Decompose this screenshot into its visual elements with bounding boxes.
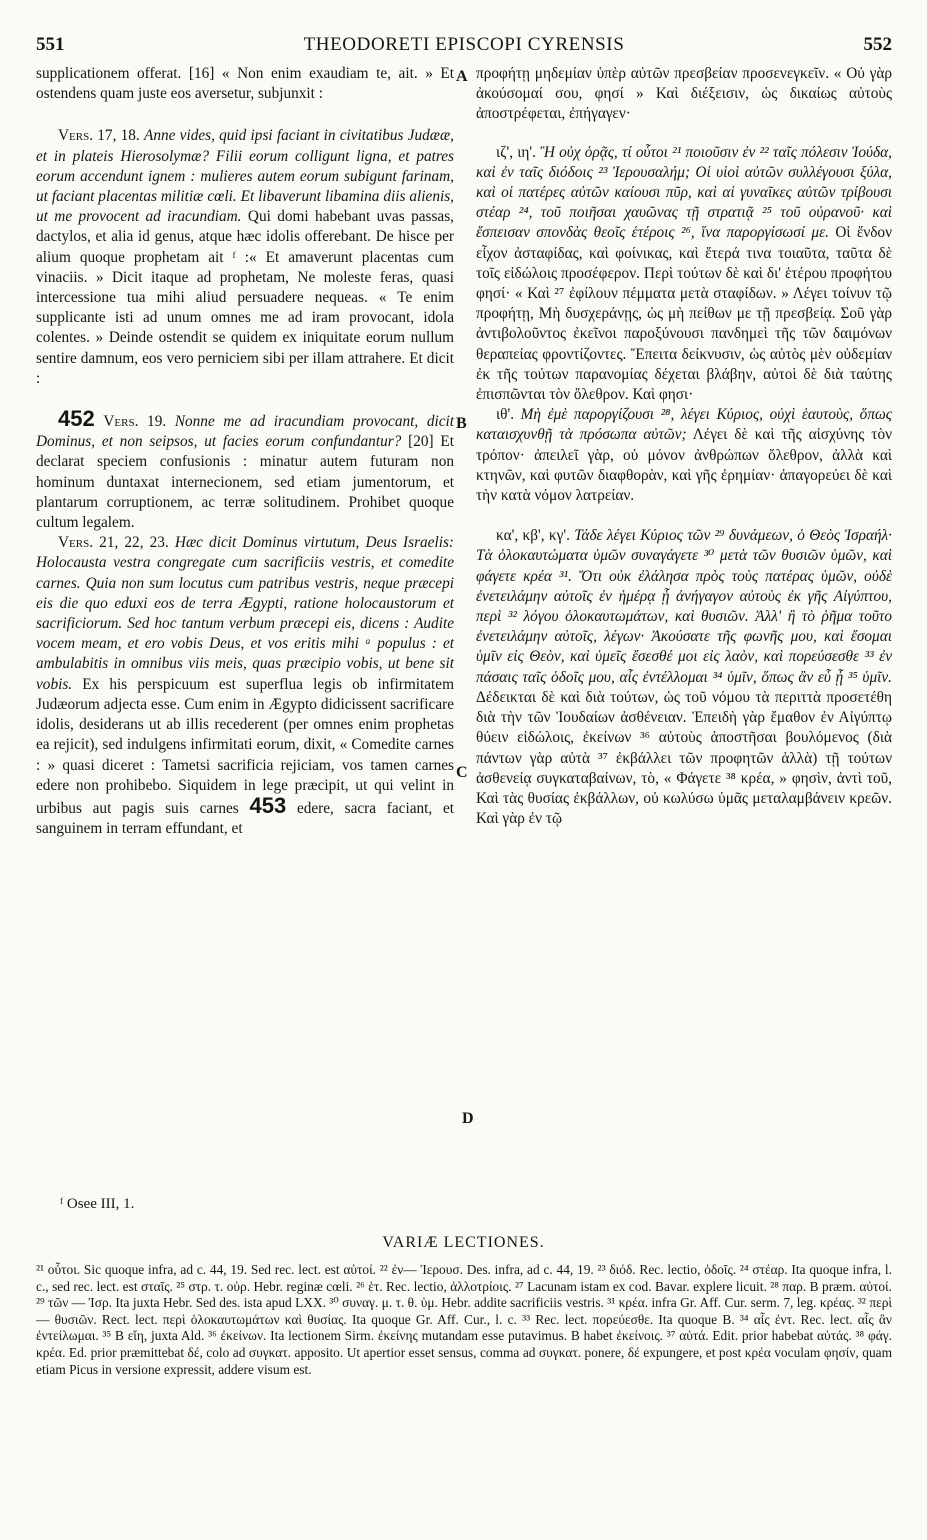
scripture-quote: Anne vides, quid ipsi faciant in civitatibus Judææ, et in plateis Hierosolymæ? Filii eorum colligunt ligna, et patres eorum accendunt ignem : mulieres autem eorum subigunt farinam, ut faciant placentas militiæ cœli. Et libaverunt libamina diis alienis, ut me provocent ad iracundiam. (36, 127, 454, 226)
page-number-right: 552 (863, 34, 892, 55)
footnote: ᶠ Osee III, 1. (60, 1196, 135, 1212)
greek-column (476, 64, 892, 829)
greek-verse-17-18 (476, 143, 892, 406)
latin-column (36, 64, 454, 839)
margin-marker-c: C (456, 764, 468, 781)
variae-lectiones-title: VARIÆ LECTIONES. (382, 1234, 545, 1251)
page-number-left: 551 (36, 34, 65, 55)
latin-verse-19 (36, 406, 455, 533)
margin-marker-a: A (456, 68, 468, 85)
verse-numbers: 17, 18. (97, 127, 140, 145)
verse-numbers: ιζ', ιη'. (496, 143, 536, 161)
verse-label: Vers. (58, 127, 94, 145)
latin-paragraph-intro: supplicationem offerat. [16] « Non enim exaudiam te, ait. » Et ostendens quam juste eos aversetur, subjunxit : (36, 65, 454, 103)
commentary-text-cont: edere, sacra faciant, et sanguinem in terram effundant, et (36, 799, 454, 838)
latin-verse-17-18 (36, 126, 454, 389)
greek-verse-21-23 (476, 526, 892, 829)
running-header (36, 34, 892, 60)
commentary-text: Qui domi habebant uvas passas, dactylos, et alia id genus, atque hæc idolis offerebant. De hisce per alium quoque prophetam ait ᶠ :« Et amaverunt placentas cum vinaciis. » Dicit itaque ad prophetam, Ne moleste feras, quasi intercessione tua mihi aliud persuadere nequeas. « Te enim supplicante isti ad unum omnes me ad iram provocant, idola colentes. » Deinde ostendit se quidem ex iniquitate eorum nullum sentire damnum, eos vero perniciem sibi per illam attrahere. Et dicit : (36, 208, 454, 387)
verse-label: Vers. (58, 534, 94, 552)
verse-numbers: 19. (147, 413, 167, 431)
commentary-text: [20] Et declarat speciem confusionis : minatur autem futuram non hominum duntaxat internecionem, sed etiam jumentorum, et plantarum corruptionem, ac terræ solitudinem. Prohibet quoque cultum legalem. (36, 433, 454, 532)
greek-paragraph-intro: προφήτῃ μηδεμίαν ὑπὲρ αὐτῶν πρεσβείαν προσενεγκεῖν. « Οὐ γὰρ ἀκούσομαί σου, φησί » Καὶ διέξεισιν, ὡς δικαίως αὐτοὺς ἀποστρέφεται, ἐπήγαγεν· (476, 65, 892, 123)
verse-numbers: κα', κβ', κγ'. (496, 527, 570, 545)
commentary-text: Λέγει δὲ καὶ τῆς αἰσχύνης τὸν τρόπον· ἀπειλεῖ γὰρ, οὐ μόνον ἀνθρώπων ὄλεθρον, ἀλλὰ καὶ κτηνῶν, καὶ φυτῶν διαφθορὰν, καὶ γῆς ἐρημίαν· ἀπαγορεύει δὲ καὶ τὴν κατὰ νόμον λατρείαν. (476, 426, 893, 505)
greek-verse-19 (476, 405, 892, 506)
variae-lectiones-text: ²¹ οὗτοι. Sic quoque infra, ad c. 44, 19. Sed rec. lect. est αὐτοί. ²² ἐν— Ἱερουσ. Des. infra, ad c. 44, 19. ²³ διόδ. Rec. lectio, ὁδοῖς. ²⁴ στέαρ. Ita quoque infra, l. c., sed rec. lect. est σταῖς. ²⁵ στρ. τ. οὐρ. Hebr. reginæ cœli. ²⁶ ἑτ. Rec. lectio, ἀλλοτρίοις. ²⁷ Lacunam istam ex cod. Bavar. explere licuit. ²⁸ παρ. B præm. αὐτοί. ²⁹ τῶν — Ἰσρ. Ita juxta Hebr. Sed des. ista apud LXX. ³⁰ συναγ. μ. τ. θ. ὑμ. Hebr. addite sacrificiis vestris. ³¹ κρέα. infra Gr. Aff. Cur. serm. 7, leg. κρέας. ³² περὶ — θυσιῶν. Rect. lect. περὶ ὁλοκαυτωμάτων καὶ θυσίας. Ita quoque Gr. Aff. Cur., l. c. ³³ Rec. lect. πορεύεσθε. Ita quoque B. ³⁴ αἷς ἐντ. Rec. lect. αἷς ἂν ἐντείλωμαι. ³⁵ B εἴη, juxta Ald. ³⁶ ἐκείνων. Ita lectionem Sirm. ἐκείνης mutandam esse putavimus. B habet ἐκείνοις. ³⁷ αὐτά. Edit. prior habebat αὐτάς. ³⁸ φάγ. κρέα. Ed. prior præmittebat δέ, colo ad συγκατ. apposito. Ut apertior esset sensus, comma ad συγκατ. ponere, δέ expungere, et post κρέα voculam φησίν, quam etiam Picus in versione expressit, addere visum est. (36, 1262, 892, 1377)
scripture-quote: Nonne me ad iracundiam provocant, dicit Dominus, et non seipsos, ut facies eorum confundantur? (36, 413, 455, 451)
running-title: THEODORETI EPISCOPI CYRENSIS (303, 34, 625, 55)
commentary-text: Οἱ ἔνδον εἶχον ἀσταφίδας, καὶ φοίνικας, καὶ ἕτερά τινα τοιαῦτα, ταῦτα δὲ τοῖς εἰδώλοις προσέφερον. Περὶ τούτων δὲ καὶ δι' ἑτέρου προφήτου φησί· « Καὶ ²⁷ ἐφίλουν πέμματα μετὰ σταφίδων. » Λέγει τοίνυν τῷ προφήτῃ, Μὴ δυσχεράνῃς, ὡς μὴ πείθων με τῇ πρεσβείᾳ. Σοῦ γὰρ ἀντιβολοῦντος ἐκεῖνοι παροξύνουσι πανδημεὶ τῆς τῶν δαιμόνων θεραπείας φροντίζοντες. Ἔπειτα δείκνυσιν, ὡς αὐτὸς μὲν οὐδεμίαν ἐκ τῆς τούτων παρανομίας δέχεται βλάβην, αὐτοὶ δὲ διὰ ταύτης ἐπισπῶνται τὸν ὄλεθρον. Καὶ φησι· (476, 224, 893, 404)
verse-label: Vers. (103, 413, 139, 431)
original-page-number: 452 (58, 406, 95, 432)
commentary-text: Δέδεικται δὲ καὶ διὰ τούτων, ὡς τοῦ νόμου τὰ περιττὰ προσετέθη διὰ τὴν τῶν Ἰουδαίων ἀσθένειαν. Ἐπειδὴ γὰρ ἔμαθον ἐν Αἰγύπτῳ θύειν εἰδώλοις, ἐκείνων ³⁶ αὐτοὺς ἀποστῆσαι βουλόμενος (διὰ πάντων γὰρ αὐτὰ ³⁷ ἐκβάλλει τῶν προφητῶν ἀλλὰ) τῇ τούτων ἀσθενείᾳ συγκαταβαίνων, τὸ, « Φάγετε ³⁸ κρέα, » φησὶν, ἀντὶ τοῦ, Καὶ τὰς θυσίας ἐκβάλλων, οὐ κωλύσω ὑμᾶς μεταλαμβάνειν κρεῶν. Καὶ γὰρ ἐν τῷ (476, 688, 892, 828)
scripture-quote: Ἢ οὐχ ὁρᾷς, τί οὗτοι ²¹ ποιοῦσιν ἐν ²² ταῖς πόλεσιν Ἰούδα, καὶ ἐν ταῖς διόδοις ²³ Ἱερουσαλήμ; Οἱ υἱοὶ αὐτῶν συλλέγουσι ξύλα, καὶ οἱ πατέρες αὐτῶν καίουσι πῦρ, καὶ αἱ γυναῖκες αὐτῶν τρίβουσι στέαρ ²⁴, τοῦ ποιῆσαι χαυῶνας τῇ στρατιᾷ ²⁵ τοῦ οὐρανοῦ· καὶ ἔσπεισαν σπονδὰς θεοῖς ἑτέροις ²⁶, ἵνα παροργίσωσί με. (476, 143, 892, 242)
verse-numbers: ιθ'. (496, 406, 515, 424)
scripture-quote: Μὴ ἐμὲ παροργίζουσι ²⁸, λέγει Κύριος, οὐχὶ ἑαυτοὺς, ὅπως καταισχυνθῇ τὰ πρόσωπα αὐτῶν; (476, 406, 892, 444)
verse-numbers: 21, 22, 23. (99, 534, 169, 552)
scripture-quote: Τάδε λέγει Κύριος τῶν ²⁹ δυνάμεων, ὁ Θεὸς Ἰσραήλ· Τὰ ὁλοκαυτώματα ὑμῶν συναγάγετε ³⁰ μετὰ τῶν θυσιῶν ὑμῶν, καὶ φάγετε κρέα ³¹. Ὅτι οὐκ ἐλάλησα πρὸς τοὺς πατέρας ὑμῶν, οὐδὲ ἐνετειλάμην αὐτοῖς ἐν ἡμέρᾳ ᾗ ἀνήγαγον αὐτοὺς ἐκ γῆς Αἰγύπτου, περὶ ³² λόγου ὁλοκαυτωμάτων, καὶ θυσιῶν. Ἀλλ' ἢ τὸ ῥῆμα τοῦτο ἐνετειλάμην αὐτοῖς, λέγων· Ἀκούσατε τῆς φωνῆς μου, καὶ ἔσομαι ὑμῖν εἰς Θεὸν, καὶ ὑμεῖς ἔσεσθέ μοι εἰς λαὸν, καὶ πορεύσεσθε ³³ ἐν πάσαις ταῖς ὁδοῖς μου, αἷς ἐντέλλομαι ³⁴ ὑμῖν, ὅπως ἂν εὖ ᾖ ³⁵ ὑμῖν. (476, 527, 893, 686)
commentary-text: Ex his perspicuum est superflua legis ob infirmitatem Judæorum adjecta esse. Cum enim in Ægypto didicissent sacrificare idolis, desiderans ut ab illis recederent (per omnes enim prophetas ea rejicit), sed indulgens infirmitati eorum, dixit, « Comedite carnes : » quasi diceret : Tametsi sacrificia rejiciam, vos tamen carnes edere non prohibebo. Siquidem in lege præcipit, ut qui velint in urbibus aut pagis suis carnes (36, 675, 454, 817)
scripture-quote: Hæc dicit Dominus virtutum, Deus Israelis: Holocausta vestra congregate cum sacrificiis vestris, et comedite carnes. Quia non sum locutus cum patribus vestris, neque præcepi eis die quo eduxi eos de terra Ægypti, ratione holocaustorum et sacrificiorum. Sed hoc tantum verbum præcepi eis, dicens : Audite vocem meam, et ero vobis Deus, et vos eritis mihi ᵃ populus : et ambulabitis in omnibus viis meis, quas præcipio vobis, ut bene sit vobis. (36, 534, 455, 693)
latin-verse-21-23 (36, 533, 454, 839)
margin-marker-d: D (462, 1110, 474, 1127)
margin-marker-b: B (456, 415, 467, 432)
original-page-number: 453 (249, 792, 287, 818)
